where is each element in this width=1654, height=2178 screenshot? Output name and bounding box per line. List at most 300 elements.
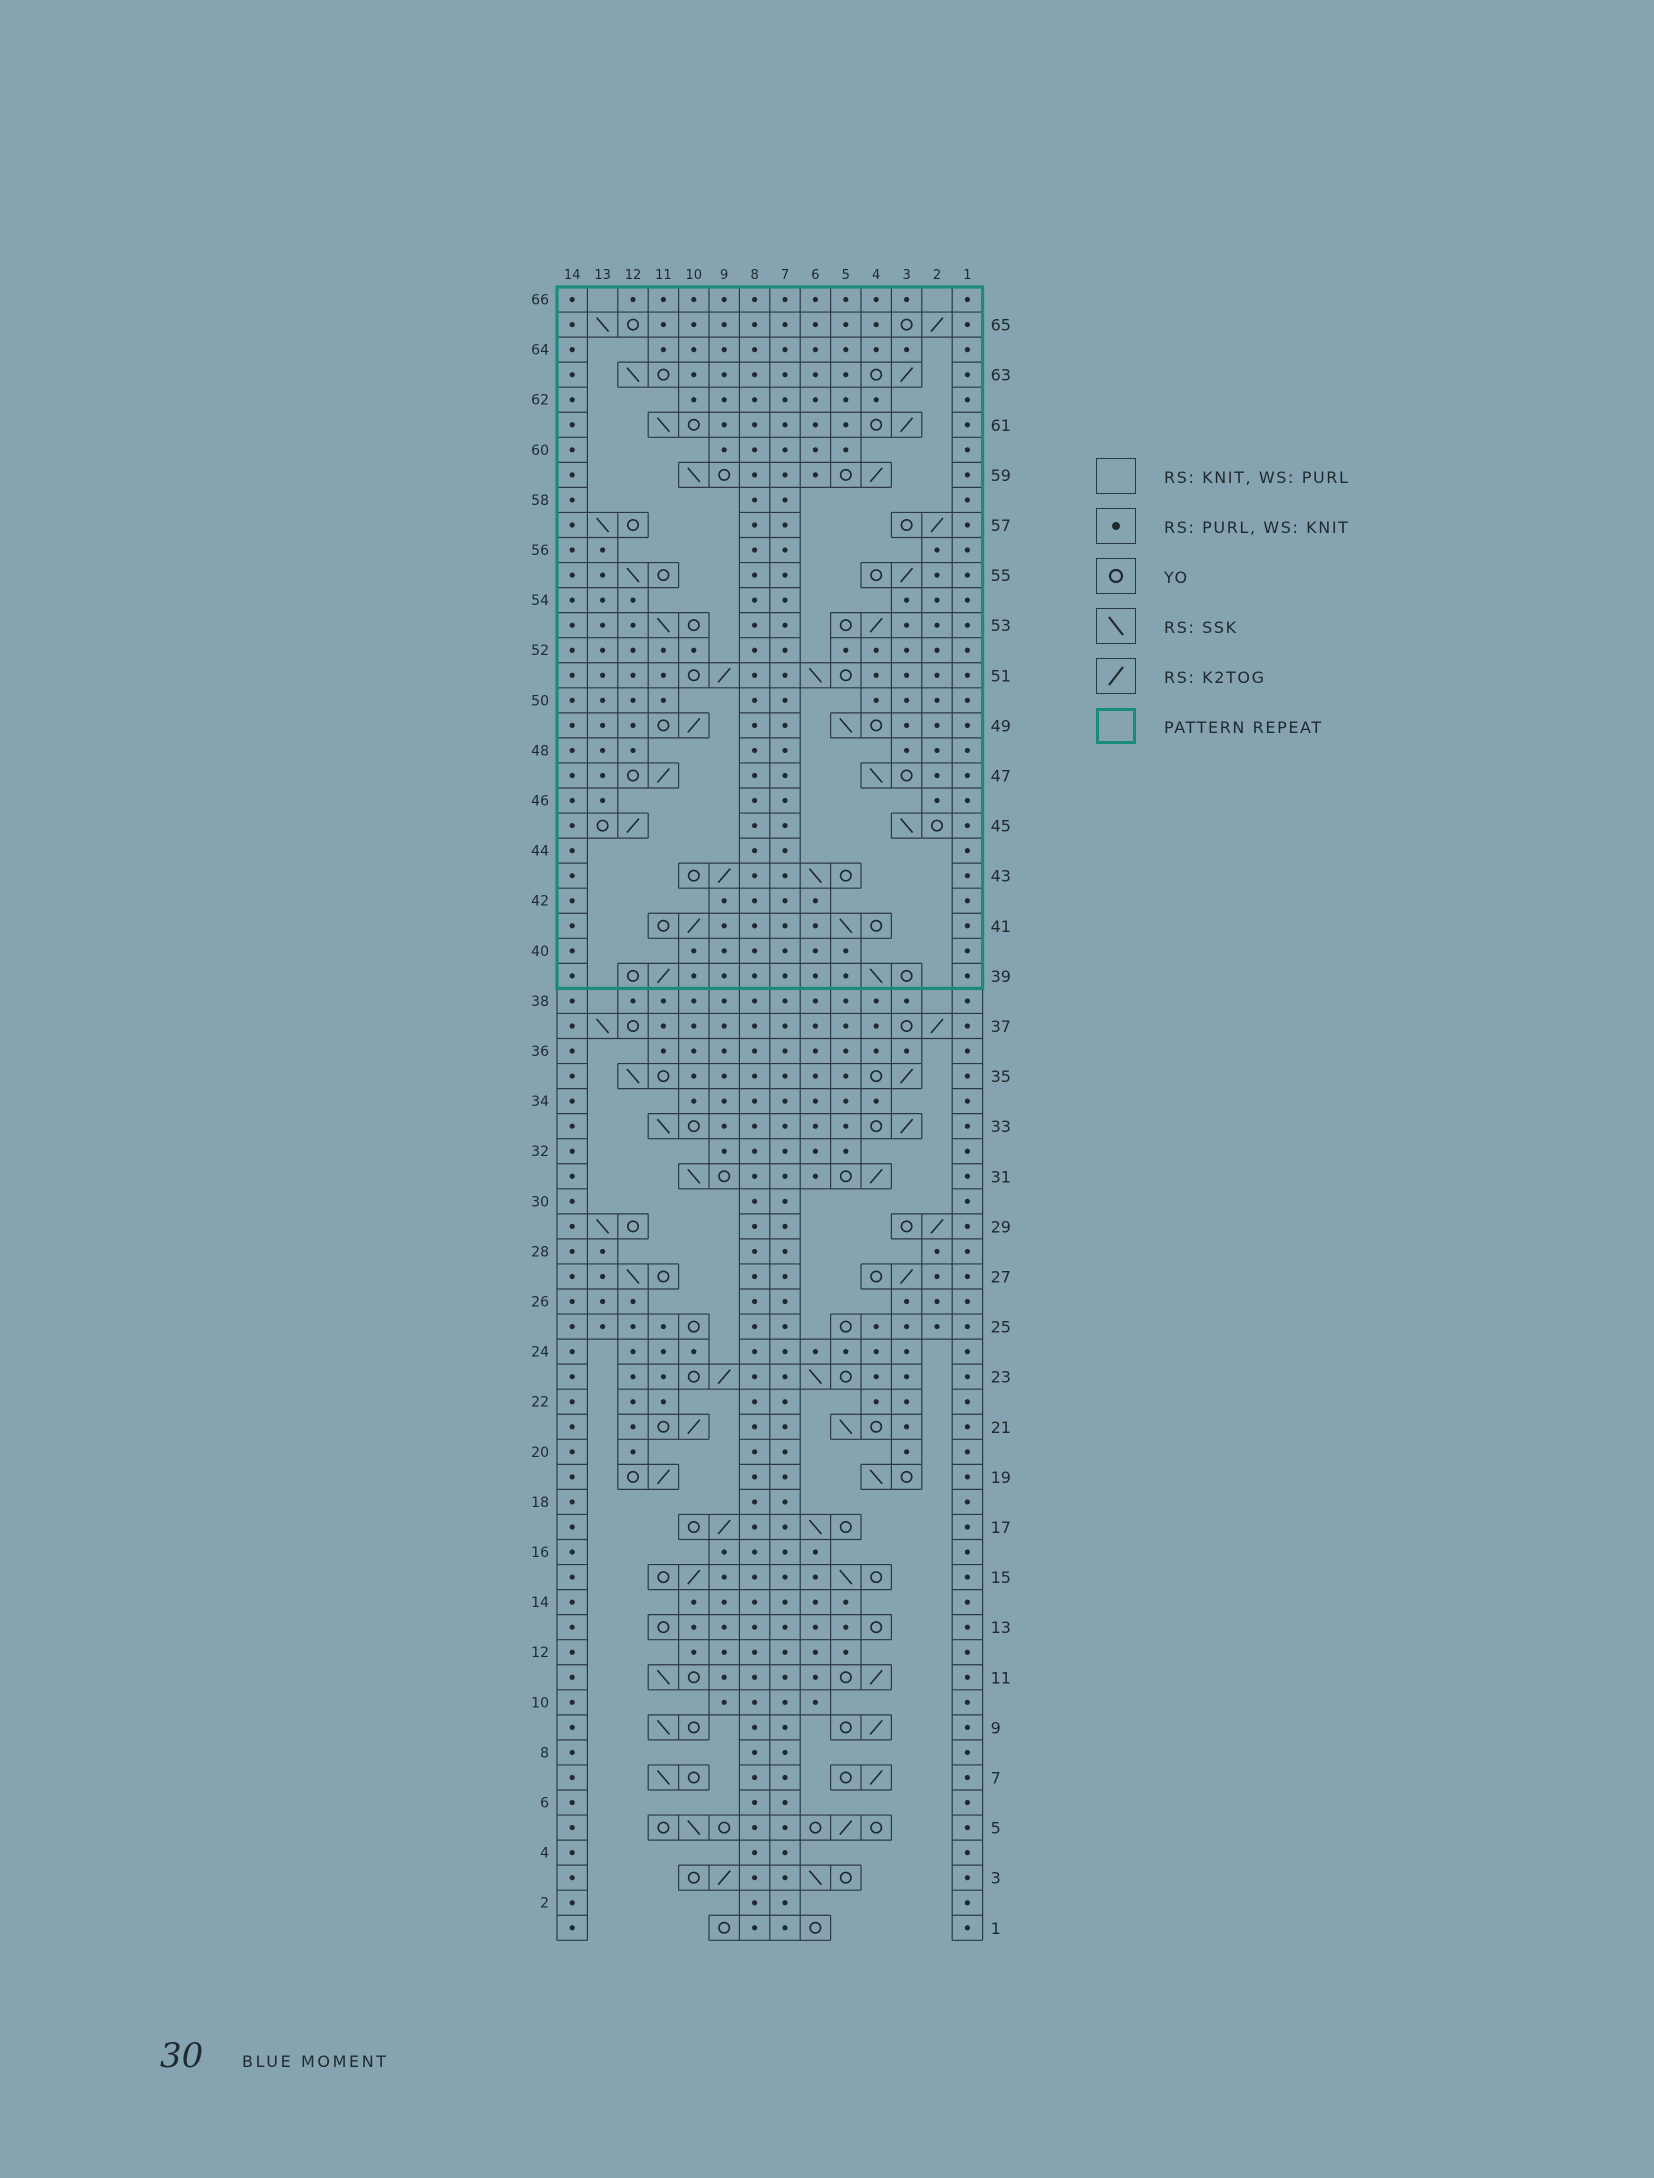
row-label-left: 38	[531, 993, 549, 1010]
purl-dot	[570, 1675, 575, 1680]
purl-dot	[661, 297, 666, 302]
purl-dot	[691, 1073, 696, 1078]
purl-dot	[965, 1249, 970, 1254]
purl-dot	[904, 1374, 909, 1379]
row-label-right: 29	[990, 1217, 1011, 1237]
yo-circle	[932, 820, 942, 830]
chart-cell	[831, 663, 861, 688]
ssk-slash	[627, 368, 639, 382]
purl-dot	[965, 1023, 970, 1028]
purl-dot	[843, 1349, 848, 1354]
purl-dot	[965, 1524, 970, 1529]
purl-dot	[965, 1850, 970, 1855]
purl-dot	[813, 297, 818, 302]
purl-dot	[874, 1023, 879, 1028]
purl-dot	[965, 1449, 970, 1454]
purl-dot	[600, 547, 605, 552]
purl-dot	[570, 1299, 575, 1304]
yo-circle	[689, 670, 699, 680]
purl-dot	[752, 447, 757, 452]
purl-dot	[752, 1825, 757, 1830]
purl-dot	[965, 572, 970, 577]
row-label-left: 62	[531, 392, 549, 409]
purl-dot	[904, 1424, 909, 1429]
k2tog-slash	[718, 668, 730, 682]
purl-dot	[782, 1675, 787, 1680]
purl-dot	[843, 948, 848, 953]
purl-dot	[570, 1424, 575, 1429]
row-label-left: 54	[531, 593, 549, 610]
purl-dot	[782, 1600, 787, 1605]
chart-cell	[831, 1364, 861, 1389]
purl-dot	[874, 1099, 879, 1104]
purl-dot	[782, 1299, 787, 1304]
purl-dot	[965, 1324, 970, 1329]
chart-cell	[679, 1514, 709, 1539]
ssk-slash	[597, 1019, 609, 1033]
purl-dot	[752, 598, 757, 603]
yo-circle	[628, 1021, 638, 1031]
chart-cell	[800, 1915, 830, 1940]
purl-dot	[752, 948, 757, 953]
purl-dot	[965, 973, 970, 978]
row-label-right: 37	[990, 1016, 1011, 1036]
yo-circle	[719, 1923, 729, 1933]
purl-dot	[722, 447, 727, 452]
purl-dot	[782, 1650, 787, 1655]
ssk-slash	[870, 969, 882, 983]
purl-dot	[570, 472, 575, 477]
purl-dot	[570, 322, 575, 327]
purl-dot	[570, 598, 575, 603]
purl-dot	[570, 1499, 575, 1504]
k2tog-slash	[870, 1670, 882, 1684]
yo-circle	[689, 1772, 699, 1782]
legend-label: RS: K2TOG	[1164, 668, 1266, 687]
chart-cell	[648, 1565, 678, 1590]
purl-dot	[782, 1449, 787, 1454]
ssk-slash	[840, 919, 852, 933]
k2tog-slash	[718, 1871, 730, 1885]
column-label: 2	[932, 268, 942, 283]
yo-circle	[658, 1822, 668, 1832]
purl-dot	[691, 297, 696, 302]
purl-dot	[630, 623, 635, 628]
purl-dot	[934, 798, 939, 803]
yo-circle-icon	[1096, 558, 1136, 594]
purl-dot	[813, 1099, 818, 1104]
row-label-right: 51	[990, 666, 1011, 686]
purl-dot	[782, 1499, 787, 1504]
purl-dot	[752, 1424, 757, 1429]
purl-dot	[600, 673, 605, 678]
row-label-right: 3	[990, 1868, 1001, 1888]
chart-cell	[709, 1164, 739, 1189]
purl-dot	[570, 848, 575, 853]
purl-dot	[570, 1524, 575, 1529]
purl-dot	[752, 1073, 757, 1078]
purl-dot	[752, 1023, 757, 1028]
row-label-left: 10	[531, 1695, 549, 1712]
row-label-left: 50	[531, 693, 549, 710]
purl-dot	[722, 1099, 727, 1104]
purl-dot	[752, 472, 757, 477]
ssk-slash	[657, 618, 669, 632]
chart-cell	[861, 913, 891, 938]
k2tog-slash	[901, 1269, 913, 1283]
purl-dot	[813, 1574, 818, 1579]
yo-circle	[658, 570, 668, 580]
chart-cell	[831, 1865, 861, 1890]
purl-dot	[570, 1775, 575, 1780]
purl-dot	[782, 698, 787, 703]
purl-dot	[570, 1324, 575, 1329]
purl-dot	[965, 1048, 970, 1053]
purl-dot	[630, 1399, 635, 1404]
purl-dot	[630, 598, 635, 603]
chart-cell	[618, 312, 648, 337]
yo-circle	[871, 369, 881, 379]
row-label-left: 8	[540, 1745, 549, 1762]
purl-dot	[904, 1048, 909, 1053]
k2tog-slash	[718, 869, 730, 883]
purl-dot	[843, 1124, 848, 1129]
purl-dot	[661, 1399, 666, 1404]
purl-dot	[752, 422, 757, 427]
purl-dot	[630, 723, 635, 728]
column-label: 14	[563, 268, 581, 283]
purl-dot	[722, 1023, 727, 1028]
row-label-left: 52	[531, 643, 549, 660]
purl-dot	[630, 297, 635, 302]
yo-circle	[689, 1722, 699, 1732]
purl-dot	[600, 572, 605, 577]
row-label-right: 21	[990, 1417, 1011, 1437]
yo-circle	[689, 870, 699, 880]
purl-dot	[904, 748, 909, 753]
purl-dot	[782, 422, 787, 427]
purl-dot	[600, 748, 605, 753]
yo-circle	[658, 1622, 668, 1632]
ssk-slash	[840, 718, 852, 732]
purl-dot	[904, 1299, 909, 1304]
purl-dot	[600, 723, 605, 728]
yo-circle	[871, 1271, 881, 1281]
purl-dot	[570, 1399, 575, 1404]
chart-cell	[618, 512, 648, 537]
chart-cell	[648, 563, 678, 588]
purl-dot	[752, 372, 757, 377]
purl-dot	[752, 1574, 757, 1579]
ssk-slash	[657, 1670, 669, 1684]
chart-cell	[861, 1615, 891, 1640]
chart-cell	[831, 1765, 861, 1790]
purl-dot	[965, 748, 970, 753]
yo-circle	[901, 319, 911, 329]
purl-dot	[752, 1900, 757, 1905]
purl-dot	[782, 1199, 787, 1204]
purl-dot	[570, 673, 575, 678]
chart-cell	[679, 412, 709, 437]
purl-dot	[752, 397, 757, 402]
purl-dot	[874, 1399, 879, 1404]
column-label: 13	[594, 268, 611, 283]
yo-circle	[628, 971, 638, 981]
k2tog-slash	[627, 819, 639, 833]
purl-dot	[874, 1324, 879, 1329]
purl-dot	[965, 472, 970, 477]
purl-dot	[904, 1349, 909, 1354]
purl-dot	[965, 873, 970, 878]
purl-dot	[600, 773, 605, 778]
column-label: 4	[872, 268, 881, 283]
yo-circle	[841, 1872, 851, 1882]
purl-dot	[874, 347, 879, 352]
chart-cell	[891, 1464, 921, 1489]
legend-label: RS: PURL, WS: KNIT	[1164, 518, 1350, 537]
ssk-slash	[627, 568, 639, 582]
purl-dot	[965, 1424, 970, 1429]
purl-dot	[874, 698, 879, 703]
chart-cell	[891, 1013, 921, 1038]
purl-dot	[843, 1625, 848, 1630]
purl-dot	[874, 297, 879, 302]
purl-dot	[904, 1399, 909, 1404]
chart-cell	[891, 512, 921, 537]
purl-dot	[843, 347, 848, 352]
yo-circle	[841, 1772, 851, 1782]
purl-dot	[722, 347, 727, 352]
purl-dot	[934, 673, 939, 678]
purl-dot	[843, 1023, 848, 1028]
purl-dot	[782, 948, 787, 953]
purl-dot	[782, 472, 787, 477]
yo-circle	[658, 921, 668, 931]
purl-dot	[782, 547, 787, 552]
yo-circle	[871, 1071, 881, 1081]
purl-dot	[782, 1023, 787, 1028]
purl-dot	[782, 1549, 787, 1554]
column-label: 12	[624, 268, 642, 283]
purl-dot	[691, 1048, 696, 1053]
purl-dot	[782, 1099, 787, 1104]
purl-dot	[813, 1675, 818, 1680]
yo-circle	[810, 1822, 820, 1832]
k2tog-slash	[870, 1169, 882, 1183]
purl-dot	[752, 1775, 757, 1780]
purl-dot	[691, 648, 696, 653]
purl-dot	[722, 998, 727, 1003]
purl-dot	[570, 998, 575, 1003]
row-label-right: 31	[990, 1167, 1011, 1187]
purl-dot	[965, 1499, 970, 1504]
purl-dot	[570, 497, 575, 502]
purl-dot	[570, 898, 575, 903]
purl-dot	[782, 773, 787, 778]
purl-dot	[965, 1875, 970, 1880]
purl-dot	[965, 372, 970, 377]
yo-circle	[901, 770, 911, 780]
yo-circle	[841, 670, 851, 680]
purl-dot	[782, 973, 787, 978]
chart-cell	[831, 1514, 861, 1539]
k2tog-slash	[718, 1520, 730, 1534]
row-label-right: 53	[990, 616, 1011, 636]
purl-dot	[630, 698, 635, 703]
yo-circle	[628, 1221, 638, 1231]
yo-circle	[658, 1071, 668, 1081]
chart-cell	[861, 1114, 891, 1139]
purl-dot	[843, 1073, 848, 1078]
k2tog-slash	[931, 1019, 943, 1033]
purl-dot	[965, 1549, 970, 1554]
row-label-left: 2	[540, 1895, 549, 1912]
row-label-right: 11	[990, 1668, 1011, 1688]
purl-dot	[934, 598, 939, 603]
purl-dot	[722, 1549, 727, 1554]
purl-dot	[722, 1700, 727, 1705]
purl-dot	[782, 748, 787, 753]
row-label-right: 47	[990, 766, 1011, 786]
purl-dot	[782, 1900, 787, 1905]
purl-dot	[782, 522, 787, 527]
purl-dot	[782, 1324, 787, 1329]
yo-circle	[871, 1572, 881, 1582]
chart-cell	[861, 412, 891, 437]
purl-dot	[570, 1574, 575, 1579]
row-label-left: 44	[531, 843, 549, 860]
ssk-slash	[870, 1470, 882, 1484]
chart-cell	[679, 1715, 709, 1740]
row-label-left: 18	[531, 1494, 549, 1511]
purl-dot	[904, 723, 909, 728]
purl-dot	[752, 297, 757, 302]
purl-dot	[782, 1574, 787, 1579]
purl-dot	[570, 698, 575, 703]
purl-dot-icon	[1096, 508, 1136, 544]
purl-dot	[570, 1174, 575, 1179]
purl-dot	[752, 923, 757, 928]
purl-dot	[752, 1875, 757, 1880]
purl-dot	[813, 397, 818, 402]
row-label-right: 1	[990, 1918, 1001, 1938]
k2tog-slash	[870, 618, 882, 632]
yo-circle	[719, 1171, 729, 1181]
purl-dot	[752, 698, 757, 703]
row-label-left: 60	[531, 442, 549, 459]
purl-dot	[570, 798, 575, 803]
k2tog-slash	[901, 568, 913, 582]
k2tog-slash	[870, 1770, 882, 1784]
purl-dot	[661, 673, 666, 678]
purl-dot	[752, 1399, 757, 1404]
purl-dot	[722, 372, 727, 377]
chart-grid-lines	[557, 287, 983, 1940]
purl-dot	[934, 723, 939, 728]
chart-cell	[618, 763, 648, 788]
purl-dot	[691, 998, 696, 1003]
purl-dot	[722, 1149, 727, 1154]
row-label-right: 57	[990, 515, 1011, 535]
ssk-slash	[657, 1119, 669, 1133]
book-title: BLUE MOMENT	[242, 2052, 389, 2071]
purl-dot	[782, 1825, 787, 1830]
yo-circle	[658, 1422, 668, 1432]
yo-circle	[901, 1021, 911, 1031]
purl-dot	[934, 1274, 939, 1279]
purl-dot	[752, 1124, 757, 1129]
purl-dot	[934, 1299, 939, 1304]
purl-dot	[752, 1349, 757, 1354]
purl-dot	[752, 572, 757, 577]
purl-dot	[874, 1349, 879, 1354]
purl-dot	[722, 297, 727, 302]
purl-dot	[965, 1399, 970, 1404]
purl-dot	[570, 1374, 575, 1379]
ssk-slash	[901, 819, 913, 833]
purl-dot	[843, 1099, 848, 1104]
purl-dot	[570, 1600, 575, 1605]
purl-dot	[782, 1224, 787, 1229]
row-label-right: 19	[990, 1467, 1011, 1487]
row-label-left: 40	[531, 943, 549, 960]
purl-dot	[965, 297, 970, 302]
purl-dot	[813, 923, 818, 928]
chart-cell	[648, 1815, 678, 1840]
purl-dot	[630, 1349, 635, 1354]
purl-dot	[965, 1124, 970, 1129]
chart-cell	[618, 963, 648, 988]
purl-dot	[722, 397, 727, 402]
purl-dot	[965, 1099, 970, 1104]
purl-dot	[874, 322, 879, 327]
yo-circle	[597, 820, 607, 830]
chart-cell	[679, 1114, 709, 1139]
purl-dot	[752, 848, 757, 853]
chart-cell	[618, 1013, 648, 1038]
purl-dot	[600, 598, 605, 603]
yo-circle	[841, 1371, 851, 1381]
purl-dot	[570, 823, 575, 828]
purl-dot	[752, 1324, 757, 1329]
purl-dot	[813, 1549, 818, 1554]
purl-dot	[782, 848, 787, 853]
purl-dot	[661, 648, 666, 653]
chart-cell	[679, 1364, 709, 1389]
purl-dot	[661, 998, 666, 1003]
purl-dot	[965, 773, 970, 778]
purl-dot	[965, 497, 970, 502]
purl-dot	[813, 1174, 818, 1179]
purl-dot	[722, 1124, 727, 1129]
k2tog-slash	[840, 1821, 852, 1835]
purl-dot	[965, 598, 970, 603]
purl-dot	[570, 873, 575, 878]
purl-dot	[965, 723, 970, 728]
yo-circle	[689, 620, 699, 630]
row-label-left: 14	[531, 1595, 549, 1612]
purl-dot	[782, 598, 787, 603]
purl-dot	[965, 1574, 970, 1579]
purl-dot	[691, 1600, 696, 1605]
purl-dot	[904, 648, 909, 653]
purl-dot	[782, 1750, 787, 1755]
purl-dot	[965, 998, 970, 1003]
purl-dot	[752, 748, 757, 753]
purl-dot	[570, 522, 575, 527]
purl-dot	[904, 698, 909, 703]
purl-dot	[965, 1775, 970, 1780]
